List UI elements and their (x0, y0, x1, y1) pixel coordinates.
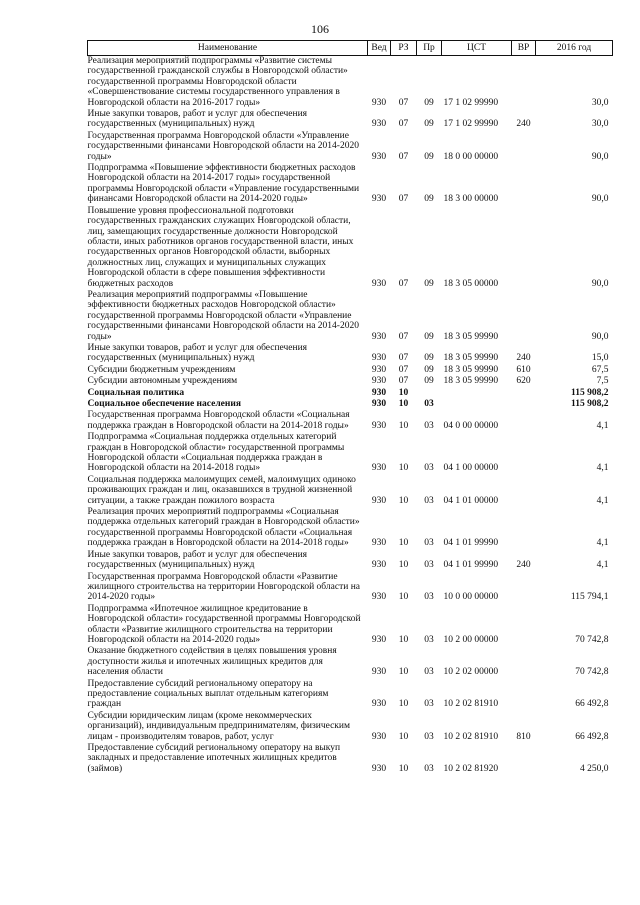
row-cst: 17 1 02 99990 (443, 119, 499, 130)
table-row (88, 550, 613, 572)
row-rz: 10 (398, 399, 409, 409)
row-pr: 03 (424, 634, 434, 645)
row-pr: 09 (424, 151, 434, 162)
row-cst: 04 1 00 00000 (443, 463, 499, 474)
header-vr: ВР (512, 41, 536, 56)
row-cst: 04 1 01 00000 (443, 495, 499, 506)
page-number: 106 (311, 22, 329, 36)
row-sum: 4,1 (596, 420, 609, 431)
row-vr: 240 (516, 119, 531, 130)
row-pr: 03 (424, 592, 434, 603)
row-cst: 18 3 00 00000 (443, 194, 499, 205)
row-pr: 03 (424, 399, 434, 409)
table-row (88, 399, 613, 410)
row-rz: 10 (398, 634, 409, 645)
row-pr: 03 (424, 463, 434, 474)
row-vr (512, 475, 536, 507)
row-sum: 4,1 (596, 538, 609, 549)
row-ved: 930 (371, 97, 387, 108)
header-cst: ЦСТ (442, 41, 512, 56)
row-ved: 930 (371, 634, 387, 645)
row-name: Реализация мероприятий подпрограммы «Развитие системы государственной гражданской службы в Новгородской области» государственной программы Новгородской области «Совершенствование системы государственного управления в Новгородской области на 2016-2017 годы» (87, 56, 348, 108)
row-cst: 18 0 00 00000 (443, 151, 499, 162)
table-row (88, 131, 613, 163)
row-cst: 10 0 00 00000 (443, 592, 499, 603)
row-ved: 930 (371, 420, 387, 431)
row-name: Подпрограмма «Повышение эффективности бюджетных расходов Новгородской области на 2014-2017 годы» государственной программы Новгородской области «Управление государственными финансами Новгородской области на 2014-2020 годы» (87, 163, 360, 205)
row-pr: 09 (424, 97, 434, 108)
row-cst: 10 2 02 00000 (443, 667, 499, 678)
table-header-row (88, 41, 613, 56)
row-ved: 930 (371, 699, 387, 710)
row-rz: 10 (398, 699, 409, 710)
table-row (88, 365, 613, 376)
row-pr: 09 (424, 331, 434, 342)
row-pr: 03 (424, 699, 434, 710)
row-name: Социальная поддержка малоимущих семей, малоимущих одиноко проживающих граждан и лиц, оказавшихся в трудной жизненной ситуации, а также граждан пожилого возраста (87, 474, 356, 506)
row-rz: 07 (398, 331, 409, 342)
row-rz: 10 (398, 592, 409, 603)
row-sum: 30,0 (591, 97, 609, 108)
row-pr: 09 (424, 119, 434, 130)
header-name: Наименование (88, 41, 368, 56)
row-cst: 10 2 00 00000 (443, 634, 499, 645)
row-name: Субсидии бюджетным учреждениям (87, 364, 236, 375)
row-ved: 930 (371, 194, 387, 205)
budget-table (87, 40, 613, 775)
row-rz: 10 (398, 731, 409, 742)
row-sum: 4,1 (596, 495, 609, 506)
row-vr (512, 163, 536, 206)
row-ved: 930 (371, 387, 387, 398)
row-rz: 07 (398, 194, 409, 205)
row-sum: 70 742,8 (575, 667, 609, 678)
row-ved: 930 (371, 495, 387, 506)
row-pr: 03 (424, 560, 434, 571)
row-name: Социальное обеспечение населения (87, 399, 241, 409)
table-row (88, 109, 613, 131)
header-rz: РЗ (391, 41, 417, 56)
row-rz: 10 (398, 560, 409, 571)
table-row (88, 410, 613, 432)
row-ved: 930 (371, 463, 387, 474)
row-ved: 930 (371, 353, 387, 364)
row-cst: 17 1 02 99990 (443, 97, 499, 108)
table-row (88, 56, 613, 110)
row-ved: 930 (371, 538, 387, 549)
row-vr (512, 131, 536, 163)
row-name: Предоставление субсидий региональному оператору на предоставление социальных выплат отдельным категориям граждан (87, 678, 329, 710)
table-row (88, 343, 613, 365)
header-ved: Вед (368, 41, 391, 56)
row-ved: 930 (371, 592, 387, 603)
table-row (88, 388, 613, 399)
row-ved: 930 (371, 399, 387, 409)
row-vr: 240 (516, 560, 531, 571)
row-name: Иные закупки товаров, работ и услуг для обеспечения государственных (муниципальных) нужд (87, 342, 308, 364)
row-rz: 10 (398, 387, 409, 398)
table-row (88, 206, 613, 290)
table-row (88, 376, 613, 387)
table-body (88, 56, 613, 776)
row-rz: 07 (398, 353, 409, 364)
row-name: Государственная программа Новгородской области «Социальная поддержка граждан в Новгородской области на 2014-2018 годы» (87, 410, 350, 431)
row-vr: 810 (516, 731, 531, 742)
row-vr (512, 399, 536, 410)
row-vr: 610 (516, 364, 531, 375)
row-name: Государственная программа Новгородской области «Развитие жилищного строительства на территории Новгородской области на 2014-2020 годы» (87, 571, 360, 603)
row-cst: 10 2 02 81910 (443, 699, 499, 710)
row-sum: 66 492,8 (575, 731, 609, 742)
row-pr: 09 (424, 194, 434, 205)
row-cst (442, 388, 512, 399)
row-cst: 18 3 05 99990 (443, 364, 499, 375)
row-name: Субсидии юридическим лицам (кроме некоммерческих организаций), индивидуальным предпринимателям, физическим лицам - производителям товаров, работ, услуг (87, 710, 350, 742)
table-row (88, 679, 613, 711)
row-ved: 930 (371, 364, 387, 375)
table-row (88, 163, 613, 206)
row-ved: 930 (371, 731, 387, 742)
row-vr (512, 56, 536, 110)
row-cst: 18 3 05 99990 (443, 376, 499, 387)
row-sum: 15,0 (591, 353, 609, 364)
row-sum: 115 908,2 (571, 399, 609, 409)
row-vr (512, 206, 536, 290)
row-name: Подпрограмма «Ипотечное жилищное кредитование в Новгородской области» государственной программы Новгородской области «Развитие жилищного строительства на территории Новгородской области на 2014-2020 годы» (87, 603, 361, 645)
row-name: Подпрограмма «Социальная поддержка отдельных категорий граждан в Новгородской области» государственной программы Новгородской области «Социальная поддержка граждан в Новгородской области на 2014-2018 годы» (87, 432, 345, 474)
row-rz: 07 (398, 97, 409, 108)
row-sum: 7,5 (596, 376, 609, 387)
row-cst: 18 3 05 00000 (443, 278, 499, 289)
row-pr: 09 (424, 278, 434, 289)
row-sum: 115 908,2 (571, 387, 609, 398)
row-name: Оказание бюджетного содействия в целях повышения уровня доступности жилья и ипотечных жилищных кредитов для населения области (87, 646, 337, 678)
row-cst: 04 1 01 99990 (443, 560, 499, 571)
header-year: 2016 год (536, 41, 613, 56)
row-name: Предоставление субсидий региональному оператору на выкуп закладных и предоставление ипотечных жилищных кредитов (займов) (87, 743, 341, 774)
row-pr: 03 (424, 495, 434, 506)
row-ved: 930 (371, 278, 387, 289)
row-sum: 4 250,0 (580, 763, 609, 774)
table-row (88, 507, 613, 550)
row-ved: 930 (371, 763, 387, 774)
row-vr (512, 290, 536, 343)
row-vr (512, 432, 536, 475)
row-pr: 03 (424, 420, 434, 431)
row-sum: 90,0 (591, 278, 609, 289)
row-ved: 930 (371, 560, 387, 571)
row-pr: 03 (424, 763, 434, 774)
row-rz: 10 (398, 420, 409, 431)
row-pr: 03 (424, 667, 434, 678)
row-vr (512, 388, 536, 399)
row-vr: 620 (516, 376, 531, 387)
row-sum: 90,0 (591, 194, 609, 205)
row-cst: 10 2 02 81910 (443, 731, 499, 742)
row-cst: 10 2 02 81920 (443, 763, 499, 774)
row-vr (512, 572, 536, 604)
row-name: Реализация прочих мероприятий подпрограммы «Социальная поддержка отдельных категорий граждан в Новгородской области» государственной программы Новгородской области «Социальная поддержка граждан в Новгородской области на 2014-2018 годы» (87, 507, 360, 549)
row-cst: 18 3 05 99990 (443, 353, 499, 364)
row-sum: 70 742,8 (575, 634, 609, 645)
row-cst: 04 0 00 00000 (443, 420, 499, 431)
row-ved: 930 (371, 667, 387, 678)
table-row (88, 646, 613, 678)
row-pr: 03 (424, 731, 434, 742)
row-rz: 10 (398, 495, 409, 506)
row-vr: 240 (516, 353, 531, 364)
row-rz: 07 (398, 278, 409, 289)
table-row (88, 711, 613, 743)
row-sum: 90,0 (591, 151, 609, 162)
row-sum: 90,0 (591, 331, 609, 342)
row-cst: 18 3 05 99990 (443, 331, 499, 342)
row-pr: 03 (424, 538, 434, 549)
row-name: Субсидии автономным учреждениям (87, 376, 238, 387)
row-name: Государственная программа Новгородской области «Управление государственными финансами Новгородской области на 2014-2020 годы» (87, 130, 359, 162)
row-sum: 115 794,1 (570, 592, 609, 603)
row-name: Иные закупки товаров, работ и услуг для обеспечения государственных (муниципальных) нужд (87, 109, 308, 130)
table-row (88, 743, 613, 775)
table-row (88, 475, 613, 507)
table-row (88, 432, 613, 475)
row-name: Повышение уровня профессиональной подготовки государственных гражданских служащих Новгородской области, лиц, замещающих государственные должности Новгородской области, иных работников органов государственной власти, иных государственных органов Новгородской области, выборных должностных лиц, служащих и муниципальных служащих Новгородской области в сфере повышения эффективности бюджетных расходов (87, 205, 354, 289)
row-vr (512, 679, 536, 711)
row-rz: 10 (398, 667, 409, 678)
row-vr (512, 743, 536, 775)
row-ved: 930 (371, 331, 387, 342)
row-rz: 07 (398, 364, 409, 375)
row-cst (442, 399, 512, 410)
row-pr: 09 (424, 364, 434, 375)
header-pr: Пр (417, 41, 442, 56)
row-sum: 4,1 (596, 560, 609, 571)
row-cst: 04 1 01 99990 (443, 538, 499, 549)
table-row (88, 290, 613, 343)
row-rz: 07 (398, 119, 409, 130)
table-row (88, 604, 613, 647)
row-vr (512, 507, 536, 550)
row-sum: 66 492,8 (575, 699, 609, 710)
row-name: Иные закупки товаров, работ и услуг для обеспечения государственных (муниципальных) нужд (87, 549, 308, 571)
row-vr (512, 604, 536, 647)
row-rz: 07 (398, 376, 409, 387)
row-ved: 930 (371, 119, 387, 130)
row-pr: 09 (424, 376, 434, 387)
row-rz: 07 (398, 151, 409, 162)
row-pr: 09 (424, 353, 434, 364)
row-name: Социальная политика (87, 387, 185, 398)
row-sum: 30,0 (591, 119, 609, 130)
row-sum: 67,5 (591, 364, 609, 375)
row-name: Реализация мероприятий подпрограммы «Повышение эффективности бюджетных расходов Новгородской области» государственной программы Новгородской области «Управление государственными финансами Новгородской области на 2014-2020 годы» (87, 289, 359, 342)
row-rz: 10 (398, 538, 409, 549)
row-rz: 10 (398, 463, 409, 474)
row-sum: 4,1 (596, 463, 609, 474)
row-pr (417, 388, 442, 399)
row-vr (512, 410, 536, 432)
row-ved: 930 (371, 376, 387, 387)
table-row (88, 572, 613, 604)
row-vr (512, 646, 536, 678)
row-rz: 10 (398, 763, 409, 774)
row-ved: 930 (371, 151, 387, 162)
